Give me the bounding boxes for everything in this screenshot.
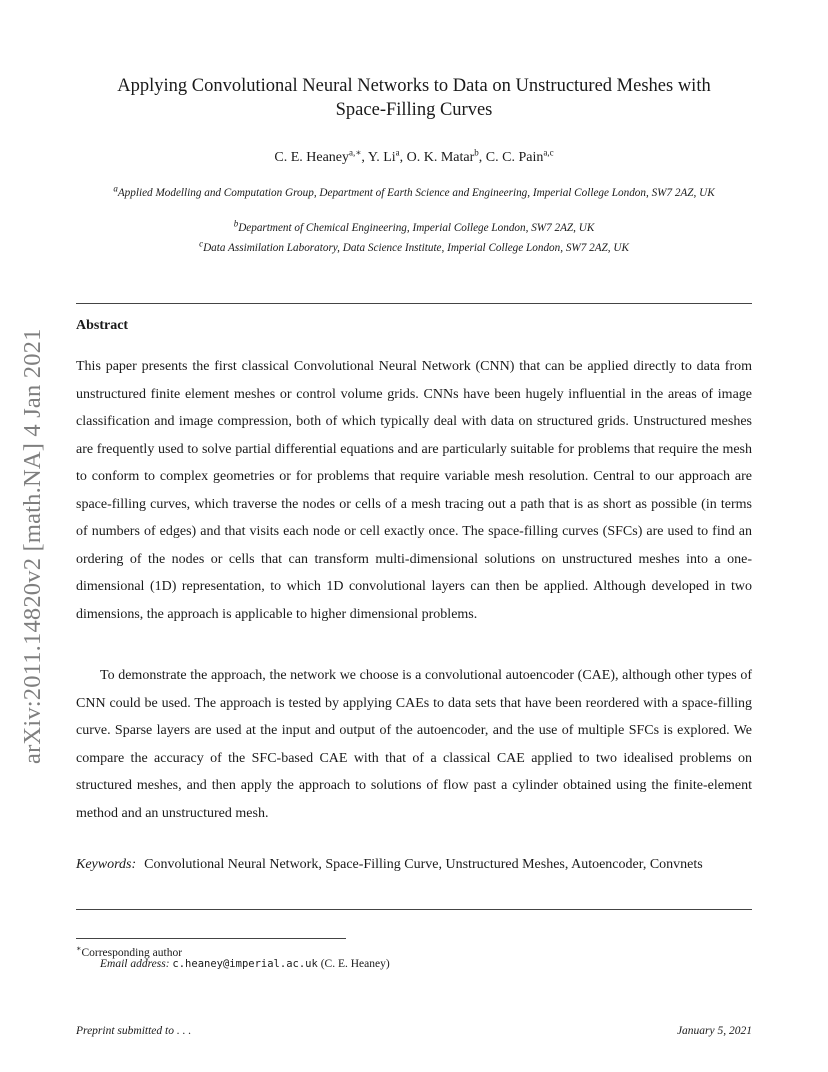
- keywords: [76, 851, 752, 878]
- keywords-label: Keywords:: [76, 857, 137, 872]
- author-name: C. C. Pain: [485, 150, 544, 165]
- author-affiliation-mark: a: [395, 147, 400, 158]
- author-name: C. E. Heaney: [274, 150, 350, 165]
- paper-title: [76, 74, 752, 122]
- footnote-divider: [76, 938, 346, 939]
- footnote-corresponding-text: Corresponding author: [81, 946, 183, 959]
- abstract-paragraph-1: This paper presents the first classical Convolutional Neural Network (CNN) that can be applied directly to data from unstructured finite element meshes or control volume grids. CNNs have been hugely influential in the areas of image classification and image compression, both of which typically deal with data on structured grids. Unstructured meshes are frequently used to solve partial differential equations and are particularly suitable for problems that require the mesh to conform to complex geometries or for problems that require variable mesh resolution. Central to our approach are space-filling curves, which traverse the nodes or cells of a mesh tracing out a path that is as short as possible (in terms of numbers of edges) and that visits each node or cell exactly once. The space-filling curves (SFCs) are used to find an ordering of the nodes or cells that can transform multi-dimensional solutions on unstructured meshes into a one-dimensional (1D) representation, to which 1D convolutional layers can then be applied. Although developed in two dimensions, the approach is applicable to higher dimensional problems.: [76, 359, 752, 622]
- author-separator: ,: [478, 150, 486, 165]
- affiliation-mark: c: [199, 238, 204, 249]
- abstract-paragraph-2: To demonstrate the approach, the network we choose is a convolutional autoencoder (CAE), although other types of CNN could be used. The approach is tested by applying CAEs to data sets that have been reordered with a space-filling curve. Sparse layers are used at the input and output of the autoencoder, and the use of multiple SFCs is explored. We compare the accuracy of the SFC-based CAE with that of a classical CAE applied to two idealised problems on structured meshes, and then apply the approach to solutions of flow past a cylinder obtained using the finite-element method and an unstructured mesh.: [76, 668, 752, 821]
- abstract-heading: Abstract: [76, 318, 129, 333]
- author-affiliation-mark: b: [474, 147, 479, 158]
- affiliation-text: Department of Chemical Engineering, Imperial College London, SW7 2AZ, UK: [238, 222, 595, 234]
- affiliation-text: Data Assimilation Laboratory, Data Science Institute, Imperial College London, SW7 2AZ, UK: [203, 242, 629, 254]
- footnote-email-name: (C. E. Heaney): [320, 958, 390, 970]
- affiliation-c: [76, 238, 752, 256]
- footnote-mark: ∗: [76, 944, 82, 953]
- arxiv-identifier-stamp: [16, 276, 50, 764]
- arxiv-identifier-text: arXiv:2011.14820v2 [math.NA] 4 Jan 2021: [19, 328, 46, 764]
- footnote-email-label: Email address:: [100, 958, 170, 970]
- paper-title-line-2: Space-Filling Curves: [335, 100, 493, 120]
- affiliation-b: [76, 218, 752, 236]
- abstract-top-divider: [76, 303, 752, 304]
- preprint-note: Preprint submitted to . . .: [76, 1025, 192, 1037]
- footnote-email: [76, 957, 752, 972]
- footnote-email-address[interactable]: c.heaney@imperial.ac.uk: [172, 958, 318, 970]
- preprint-date: January 5, 2021: [676, 1025, 752, 1037]
- abstract-bottom-divider: [76, 909, 752, 910]
- affiliation-mark: b: [233, 218, 239, 229]
- affiliation-mark: a: [113, 183, 118, 194]
- author-separator: ,: [399, 150, 407, 165]
- paper-title-line-1: Applying Convolutional Neural Networks to Data on Unstructured Meshes with: [117, 76, 711, 96]
- author-separator: ,: [361, 150, 368, 165]
- author-list: [76, 149, 752, 167]
- keywords-text: Convolutional Neural Network, Space-Filling Curve, Unstructured Meshes, Autoencoder, Convnets: [144, 857, 703, 872]
- author-affiliation-mark: a,∗: [349, 147, 362, 158]
- author-name: Y. Li: [367, 150, 396, 165]
- author-affiliation-mark: a,c: [543, 147, 554, 158]
- affiliation-text: Applied Modelling and Computation Group, Department of Earth Science and Engineering, Imperial College London, SW7 2AZ, UK: [117, 187, 715, 199]
- author-name: O. K. Matar: [406, 150, 475, 165]
- affiliation-a: [76, 183, 752, 201]
